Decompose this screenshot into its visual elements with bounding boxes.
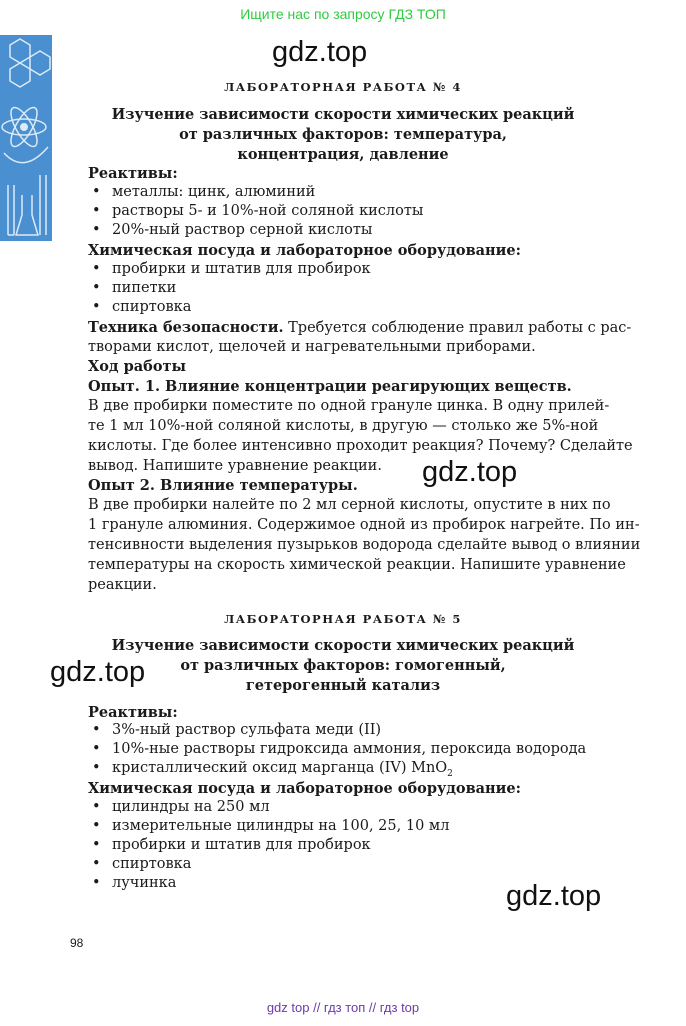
lab4-subtitle-line: от различных факторов: температура, xyxy=(179,126,507,143)
list-item: • 3%-ный раствор сульфата меди (II) xyxy=(92,722,382,738)
lab4-exp2-heading: Опыт 2. Влияние температуры. xyxy=(88,477,358,494)
list-item: • цилиндры на 250 мл xyxy=(92,799,270,815)
list-item: • пробирки и штатив для пробирок xyxy=(92,261,371,277)
lab4-exp1-line: вывод. Напишите уравнение реакции. xyxy=(88,458,382,474)
list-item: • измерительные цилиндры на 100, 25, 10 мл xyxy=(92,818,450,834)
watermark: gdz.top xyxy=(50,656,146,688)
list-item: • металлы: цинк, алюминий xyxy=(92,184,316,200)
lab5-subtitle-line: от различных факторов: гомогенный, xyxy=(180,657,506,674)
lab4-safety-line: Техника безопасности. Требуется соблюдение правил работы с рас- xyxy=(88,319,632,336)
lab5-title: ЛАБОРАТОРНАЯ РАБОТА № 5 xyxy=(224,612,462,626)
list-item: • спиртовка xyxy=(92,299,192,315)
lab4-equipment-heading: Химическая посуда и лабораторное оборудование: xyxy=(88,242,521,259)
lab4-exp2-line: 1 грануле алюминия. Содержимое одной из пробирок нагрейте. По ин- xyxy=(88,517,640,533)
lab5-equipment-heading: Химическая посуда и лабораторное оборудование: xyxy=(88,780,521,797)
list-item: • 10%-ные растворы гидроксида аммония, пероксида водорода xyxy=(92,741,587,757)
lab4-exp2-line: температуры на скорость химической реакции. Напишите уравнение xyxy=(88,557,626,573)
lab4-exp2-line: тенсивности выделения пузырьков водорода сделайте вывод о влиянии xyxy=(88,537,641,553)
lab4-reagents-heading: Реактивы: xyxy=(88,165,178,182)
list-item: • растворы 5- и 10%-ной соляной кислоты xyxy=(92,203,424,219)
watermark: gdz.top xyxy=(272,36,368,68)
list-item: • 20%-ный раствор серной кислоты xyxy=(92,222,373,238)
lab4-procedure-heading: Ход работы xyxy=(88,358,187,375)
footer-links[interactable]: gdz top // гдз топ // гдз top xyxy=(266,1000,420,1015)
list-item: • кристаллический оксид марганца (IV) MnO$_2$ xyxy=(92,760,453,779)
list-item: • пипетки xyxy=(92,280,177,296)
watermark: gdz.top xyxy=(506,880,602,912)
lab4-exp1-heading: Опыт. 1. Влияние концентрации реагирующих веществ. xyxy=(88,378,572,395)
lab4-safety-line: творами кислот, щелочей и нагревательными приборами. xyxy=(88,339,536,355)
list-item: • спиртовка xyxy=(92,856,192,872)
lab5-subtitle-line: Изучение зависимости скорости химических реакций xyxy=(111,637,575,654)
lab4-exp1-line: те 1 мл 10%-ной соляной кислоты, в другую — столько же 5%-ной xyxy=(88,418,599,434)
list-item: • пробирки и штатив для пробирок xyxy=(92,837,371,853)
lab4-exp2-line: реакции. xyxy=(88,577,157,593)
top-banner[interactable]: Ищите нас по запросу ГДЗ ТОП xyxy=(240,6,446,22)
lab4-exp2-line: В две пробирки налейте по 2 мл серной кислоты, опустите в них по xyxy=(88,497,611,513)
lab4-exp1-line: В две пробирки поместите по одной грануле цинка. В одну прилей- xyxy=(88,398,610,414)
lab5-reagents-heading: Реактивы: xyxy=(88,704,178,721)
lab4-subtitle-line: концентрация, давление xyxy=(237,146,449,163)
lab4-subtitle-line: Изучение зависимости скорости химических реакций xyxy=(111,106,575,123)
list-item: • лучинка xyxy=(92,875,177,891)
lab4-exp1-line: кислоты. Где более интенсивно проходит реакция? Почему? Сделайте xyxy=(88,438,633,454)
page-number: 98 xyxy=(70,936,84,950)
watermark: gdz.top xyxy=(422,456,518,488)
lab4-title: ЛАБОРАТОРНАЯ РАБОТА № 4 xyxy=(224,80,462,94)
lab5-subtitle-line: гетерогенный катализ xyxy=(245,677,441,694)
